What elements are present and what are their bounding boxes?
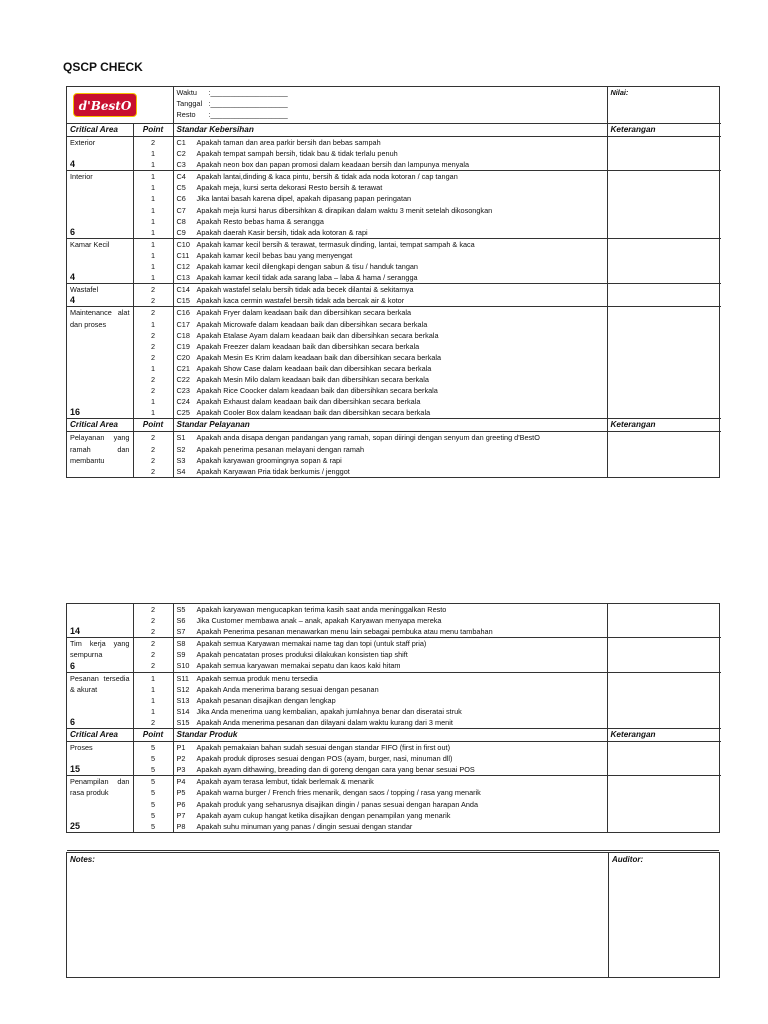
critical-area-cell [67, 742, 133, 776]
keterangan-cell[interactable] [607, 171, 721, 239]
point-cell: 1 [133, 193, 173, 204]
item-code: P6 [176, 799, 186, 809]
table-row [67, 284, 721, 296]
critical-area-cell [67, 432, 133, 477]
notes-area[interactable] [67, 853, 609, 977]
standard-cell [173, 216, 607, 227]
produk-header-row [67, 729, 721, 742]
item-code: C21 [176, 363, 190, 373]
standard-cell [173, 753, 607, 764]
item-code: S11 [176, 673, 189, 683]
item-code: C24 [176, 397, 190, 407]
item-code: C25 [176, 408, 190, 418]
point-cell: 1 [133, 182, 173, 193]
item-code: C15 [176, 296, 190, 306]
point-cell: 2 [133, 615, 173, 626]
point-header: Point [133, 729, 173, 742]
area-total-points: 25 [70, 820, 81, 831]
point-cell: 2 [133, 137, 173, 149]
standard-cell [173, 250, 607, 261]
standard-cell [173, 695, 607, 706]
point-cell: 1 [133, 171, 173, 183]
logo-cell [67, 87, 173, 124]
standard-cell [173, 330, 607, 341]
item-text: Jika Anda menerima uang kembalian, apakah jumlahnya benar dan diseratai struk [196, 706, 462, 716]
critical-area-cell [67, 307, 133, 419]
table-row [67, 638, 721, 650]
point-cell: 1 [133, 227, 173, 239]
standard-cell [173, 396, 607, 407]
item-text: Jika lantai basah karena dipel, apakah dipasang papan peringatan [196, 194, 412, 204]
critical-area-name: Tim kerja yang sempurna [70, 639, 130, 660]
critical-area-header: Critical Area [67, 729, 133, 742]
table-row [67, 776, 721, 788]
item-text: Apakah karyawan mengucapkan terima kasih saat anda meninggalkan Resto [196, 605, 447, 614]
item-code: C16 [176, 308, 190, 318]
point-cell: 2 [133, 341, 173, 352]
item-text: Apakah Resto bebas hama & serangga [196, 216, 324, 226]
point-cell: 2 [133, 330, 173, 341]
standard-cell [173, 137, 607, 149]
point-cell: 5 [133, 764, 173, 776]
point-cell: 5 [133, 753, 173, 764]
standard-cell [173, 171, 607, 183]
item-code: P5 [176, 788, 186, 798]
standard-cell [173, 432, 607, 444]
item-text: Apakah kamar kecil bebas bau yang menyengat [196, 250, 353, 260]
item-text: Apakah ayam terasa lembut, tidak berlemak & menarik [196, 777, 374, 787]
item-code: C6 [176, 194, 186, 204]
point-cell: 1 [133, 238, 173, 250]
item-code: C12 [176, 262, 190, 272]
standard-cell [173, 352, 607, 363]
keterangan-cell[interactable] [607, 604, 721, 638]
point-cell: 2 [133, 455, 173, 466]
item-code: P3 [176, 765, 186, 775]
standard-cell [173, 649, 607, 660]
resto-label: Resto [176, 110, 196, 119]
qscp-table-part-2 [66, 603, 720, 833]
item-text: Apakah ayam cukup hangat ketika disajikan dengan penampilan yang menarik [196, 810, 451, 820]
item-text: Apakah meja kursi harus dibersihkan & dirapikan dalam waktu 3 menit setelah dikosongkan [196, 205, 493, 215]
item-text: Apakah pencatatan proses produksi dilakukan konsisten tiap shift [196, 650, 408, 660]
standard-cell [173, 638, 607, 650]
item-text: Apakah Rice Coocker dalam keadaan baik dan dibersihkan secara berkala [196, 386, 438, 396]
standard-cell [173, 272, 607, 284]
item-text: Apakah neon box dan papan promosi dalam keadaan bersih dan lampunya menyala [196, 160, 470, 170]
item-text: Apakah semua produk menu tersedia [196, 673, 318, 683]
critical-area-cell [67, 672, 133, 729]
point-cell: 2 [133, 717, 173, 729]
table-row [67, 672, 721, 684]
item-text: Apakah Cooler Box dalam keadaan baik dan dibersihkan secara berkala [196, 408, 431, 418]
waktu-label: Waktu [176, 88, 197, 97]
standard-cell [173, 615, 607, 626]
item-code: S8 [176, 639, 186, 649]
standard-cell [173, 341, 607, 352]
critical-area-cell [67, 638, 133, 672]
item-code: S6 [176, 616, 186, 626]
kebersihan-header-row [67, 124, 721, 137]
item-text: Apakah Mesin Es Krim dalam keadaan baik dan dibersihkan secara berkala [196, 352, 442, 362]
item-code: S5 [176, 605, 186, 614]
point-cell: 2 [133, 374, 173, 385]
point-cell: 5 [133, 799, 173, 810]
keterangan-cell[interactable] [607, 284, 721, 307]
item-text: Apakah produk yang seharusnya disajikan dingin / panas sesuai dengan harapan Anda [196, 799, 479, 809]
keterangan-cell[interactable] [607, 672, 721, 729]
standard-cell [173, 284, 607, 296]
item-code: C17 [176, 319, 190, 329]
item-code: S4 [176, 466, 186, 476]
item-code: S13 [176, 695, 190, 705]
point-cell: 1 [133, 148, 173, 159]
auditor-label: Auditor: [612, 855, 644, 864]
point-cell: 2 [133, 626, 173, 638]
keterangan-cell[interactable] [607, 238, 721, 283]
item-text: Apakah pemakaian bahan sudah sesuai dengan standar FIFO (first in first out) [196, 743, 451, 753]
critical-area-name: Proses [70, 743, 93, 753]
critical-area-name: Wastafel [70, 285, 99, 295]
pelayanan-header-row [67, 419, 721, 432]
keterangan-header: Keterangan [607, 419, 721, 432]
item-text: Apakah Penerima pesanan menawarkan menu lain sebagai pembuka atau menu tambahan [196, 627, 493, 637]
notes-double-line [67, 850, 719, 851]
item-code: C13 [176, 273, 190, 283]
keterangan-cell[interactable] [607, 638, 721, 672]
item-code: S10 [176, 661, 190, 671]
area-total-points: 6 [70, 717, 76, 727]
item-code: C2 [176, 149, 186, 159]
dbesto-logo: d'BestO [73, 93, 137, 117]
item-code: C20 [176, 352, 190, 362]
standard-cell [173, 626, 607, 638]
standard-cell [173, 776, 607, 788]
item-code: S1 [176, 433, 186, 443]
critical-area-cell [67, 604, 133, 638]
item-text: Apakah meja, kursi serta dekorasi Resto bersih & terawat [196, 183, 383, 193]
standard-cell [173, 455, 607, 466]
point-cell: 5 [133, 821, 173, 832]
item-text: Jika Customer membawa anak – anak, apakah Karyawan menyapa mereka [196, 616, 442, 626]
standard-cell [173, 205, 607, 216]
area-total-points: 4 [70, 159, 76, 170]
point-cell: 1 [133, 319, 173, 330]
item-text: Apakah warna burger / French fries menarik, dengan saos / topping / rasa yang menarik [196, 788, 481, 798]
point-header: Point [133, 419, 173, 432]
area-total-points: 16 [70, 407, 81, 418]
item-code: C3 [176, 160, 186, 170]
area-total-points: 6 [70, 660, 76, 671]
auditor-area[interactable] [609, 853, 646, 866]
point-cell: 2 [133, 284, 173, 296]
critical-area-cell [67, 137, 133, 171]
point-cell: 2 [133, 352, 173, 363]
keterangan-header: Keterangan [607, 124, 721, 137]
item-text: Apakah kamar kecil dilengkapi dengan sabun & tisu / handuk tangan [196, 262, 418, 272]
standard-cell [173, 787, 607, 798]
critical-area-cell [67, 776, 133, 832]
item-code: S15 [176, 717, 190, 727]
point-cell: 5 [133, 742, 173, 754]
point-cell: 2 [133, 444, 173, 455]
point-cell: 1 [133, 363, 173, 374]
item-text: Apakah taman dan area parkir bersih dan bebas sampah [196, 138, 381, 147]
item-code: C18 [176, 330, 190, 340]
item-text: Apakah Anda menerima pesanan dan dilayani dalam waktu kurang dari 3 menit [196, 717, 453, 727]
standard-cell [173, 660, 607, 672]
standar-pelayanan-header: Standar Pelayanan [173, 419, 607, 432]
standard-cell [173, 764, 607, 776]
point-cell: 1 [133, 250, 173, 261]
item-text: Apakah Microwafe dalam keadaan baik dan dibersihkan secara berkala [196, 319, 428, 329]
critical-area-name: Maintenance alat dan proses [70, 308, 130, 329]
keterangan-cell[interactable] [607, 137, 721, 171]
item-text: Apakah lantai,dinding & kaca pintu, bersih & tidak ada noda kotoran / cap tangan [196, 172, 458, 182]
point-cell: 2 [133, 604, 173, 615]
item-text: Apakah semua Karyawan memakai name tag dan topi (untuk staff pria) [196, 639, 427, 649]
item-code: C11 [176, 250, 190, 260]
item-text: Apakah ayam dithawing, breading dan di goreng dengan cara yang benar sesuai POS [196, 765, 475, 775]
item-code: S9 [176, 650, 186, 660]
standard-cell [173, 295, 607, 307]
standard-cell [173, 466, 607, 477]
item-text: Apakah pesanan disajikan dengan lengkap [196, 695, 336, 705]
critical-area-name: Penampilan dan rasa produk [70, 777, 130, 798]
standard-cell [173, 604, 607, 615]
table-row [67, 238, 721, 250]
point-cell: 1 [133, 261, 173, 272]
item-text: Apakah Freezer dalam keadaan baik dan dibersihkan secara berkala [196, 341, 420, 351]
point-cell: 1 [133, 205, 173, 216]
notes-box [66, 852, 720, 978]
item-text: Apakah produk diproses sesuai dengan POS (ayam, burger, nasi, minuman dll) [196, 754, 453, 764]
point-cell: 2 [133, 638, 173, 650]
point-cell: 2 [133, 466, 173, 477]
point-cell: 5 [133, 810, 173, 821]
standard-cell [173, 684, 607, 695]
standard-cell [173, 374, 607, 385]
tanggal-label: Tanggal [176, 99, 203, 108]
critical-area-header: Critical Area [67, 124, 133, 137]
item-text: Apakah karyawan groomingnya sopan & rapi [196, 455, 342, 465]
tanggal-field[interactable]: :___________________ [208, 99, 288, 108]
item-text: Apakah tempat sampah bersih, tidak bau & tidak terlalu penuh [196, 149, 398, 159]
keterangan-cell[interactable] [607, 776, 721, 832]
qscp-table-part-1 [66, 86, 720, 478]
item-text: Apakah suhu minuman yang panas / dingin sesuai dengan standar [196, 821, 413, 831]
item-text: Apakah anda disapa dengan pandangan yang ramah, sopan diiringi dengan senyum dan greeting d'BestO [196, 433, 540, 443]
standard-cell [173, 193, 607, 204]
point-cell: 1 [133, 396, 173, 407]
point-cell: 5 [133, 776, 173, 788]
point-cell: 2 [133, 385, 173, 396]
item-text: Apakah kamar kecil bersih & terawat, termasuk dinding, lantai, tempat sampah & kaca [196, 239, 475, 249]
standard-cell [173, 742, 607, 754]
standar-produk-header: Standar Produk [173, 729, 607, 742]
waktu-field[interactable]: :___________________ [208, 88, 288, 97]
standard-cell [173, 821, 607, 832]
item-code: P2 [176, 754, 186, 764]
standard-cell [173, 261, 607, 272]
item-text: Apakah Mesin Milo dalam keadaan baik dan dibersihkan secara berkala [196, 375, 429, 385]
standard-cell [173, 319, 607, 330]
critical-area-name: Pesanan tersedia & akurat [70, 673, 130, 694]
point-cell: 1 [133, 706, 173, 717]
standard-cell [173, 385, 607, 396]
item-code: S7 [176, 627, 186, 637]
point-cell: 1 [133, 684, 173, 695]
item-code: P1 [176, 743, 186, 753]
area-total-points: 6 [70, 226, 76, 237]
item-text: Apakah wastafel selalu bersih tidak ada becek dilantai & sekitarnya [196, 285, 414, 295]
item-text: Apakah semua karyawan memakai sepatu dan kaos kaki hitam [196, 661, 401, 671]
standard-cell [173, 363, 607, 374]
keterangan-cell[interactable] [607, 432, 721, 477]
standard-cell [173, 717, 607, 729]
item-code: C4 [176, 172, 186, 182]
item-code: C8 [176, 216, 186, 226]
item-text: Apakah kamar kecil tidak ada sarang laba – laba & hama / serangga [196, 273, 418, 283]
table-row [67, 307, 721, 319]
item-text: Apakah kaca cermin wastafel bersih tidak ada bercak air & kotor [196, 296, 405, 306]
table-row [67, 171, 721, 183]
point-header: Point [133, 124, 173, 137]
critical-area-name: Interior [70, 172, 93, 182]
item-text: Apakah Fryer dalam keadaan baik dan dibersihkan secara berkala [196, 308, 412, 318]
item-text: Apakah penerima pesanan melayani dengan ramah [196, 444, 365, 454]
keterangan-cell[interactable] [607, 307, 721, 419]
critical-area-cell [67, 284, 133, 307]
notes-label: Notes: [70, 855, 95, 864]
standard-cell [173, 159, 607, 171]
item-code: S12 [176, 684, 190, 694]
item-text: Apakah Show Case dalam keadaan baik dan dibersihkan secara berkala [196, 363, 432, 373]
point-cell: 5 [133, 787, 173, 798]
item-code: P4 [176, 777, 186, 787]
item-text: Apakah Etalase Ayam dalam keadaan baik dan dibersihkan secara berkala [196, 330, 439, 340]
critical-area-header: Critical Area [67, 419, 133, 432]
critical-area-name: Exterior [70, 138, 96, 147]
standard-cell [173, 810, 607, 821]
point-cell: 2 [133, 649, 173, 660]
item-code: C9 [176, 227, 186, 237]
critical-area-cell [67, 171, 133, 239]
point-cell: 2 [133, 660, 173, 672]
resto-field[interactable]: :___________________ [208, 110, 288, 119]
critical-area-cell [67, 238, 133, 283]
standard-cell [173, 706, 607, 717]
item-code: C19 [176, 341, 190, 351]
standard-cell [173, 672, 607, 684]
item-code: S3 [176, 455, 186, 465]
header-meta [173, 87, 607, 124]
standard-cell [173, 238, 607, 250]
item-code: C14 [176, 285, 190, 295]
table-row [67, 742, 721, 754]
critical-area-name: Pelayanan yang ramah dan membantu [70, 433, 130, 465]
item-code: P7 [176, 810, 186, 820]
point-cell: 1 [133, 672, 173, 684]
standard-cell [173, 148, 607, 159]
standard-cell [173, 444, 607, 455]
item-code: C10 [176, 239, 190, 249]
item-code: C5 [176, 183, 186, 193]
standard-cell [173, 182, 607, 193]
standard-cell [173, 799, 607, 810]
page-title: QSCP CHECK [63, 60, 143, 74]
table-row [67, 137, 721, 149]
point-cell: 1 [133, 159, 173, 171]
critical-area-name: Kamar Kecil [70, 239, 110, 249]
standard-cell [173, 227, 607, 239]
standard-cell [173, 407, 607, 419]
point-cell: 1 [133, 272, 173, 284]
item-code: S14 [176, 706, 190, 716]
item-code: C1 [176, 138, 186, 147]
area-total-points: 4 [70, 272, 76, 283]
keterangan-header: Keterangan [607, 729, 721, 742]
item-text: Apakah Exhaust dalam keadaan baik dan dibersihkan secara berkala [196, 397, 421, 407]
point-cell: 2 [133, 295, 173, 307]
area-total-points: 4 [70, 295, 76, 306]
item-text: Apakah Anda menerima barang sesuai dengan pesanan [196, 684, 379, 694]
table-row [67, 604, 721, 615]
point-cell: 1 [133, 407, 173, 419]
item-code: P8 [176, 821, 186, 831]
table-row [67, 432, 721, 444]
standard-cell [173, 307, 607, 319]
keterangan-cell[interactable] [607, 742, 721, 776]
point-cell: 2 [133, 432, 173, 444]
point-cell: 2 [133, 307, 173, 319]
nilai-label: Nilai: [610, 88, 629, 97]
item-text: Apakah Karyawan Pria tidak berkumis / jenggot [196, 466, 350, 476]
area-total-points: 15 [70, 764, 81, 775]
item-code: C7 [176, 205, 186, 215]
point-cell: 1 [133, 695, 173, 706]
item-text: Apakah daerah Kasir bersih, tidak ada kotoran & rapi [196, 227, 368, 237]
item-code: C23 [176, 386, 190, 396]
standar-kebersihan-header: Standar Kebersihan [173, 124, 607, 137]
area-total-points: 14 [70, 626, 81, 637]
point-cell: 1 [133, 216, 173, 227]
item-code: S2 [176, 444, 186, 454]
item-code: C22 [176, 375, 190, 385]
